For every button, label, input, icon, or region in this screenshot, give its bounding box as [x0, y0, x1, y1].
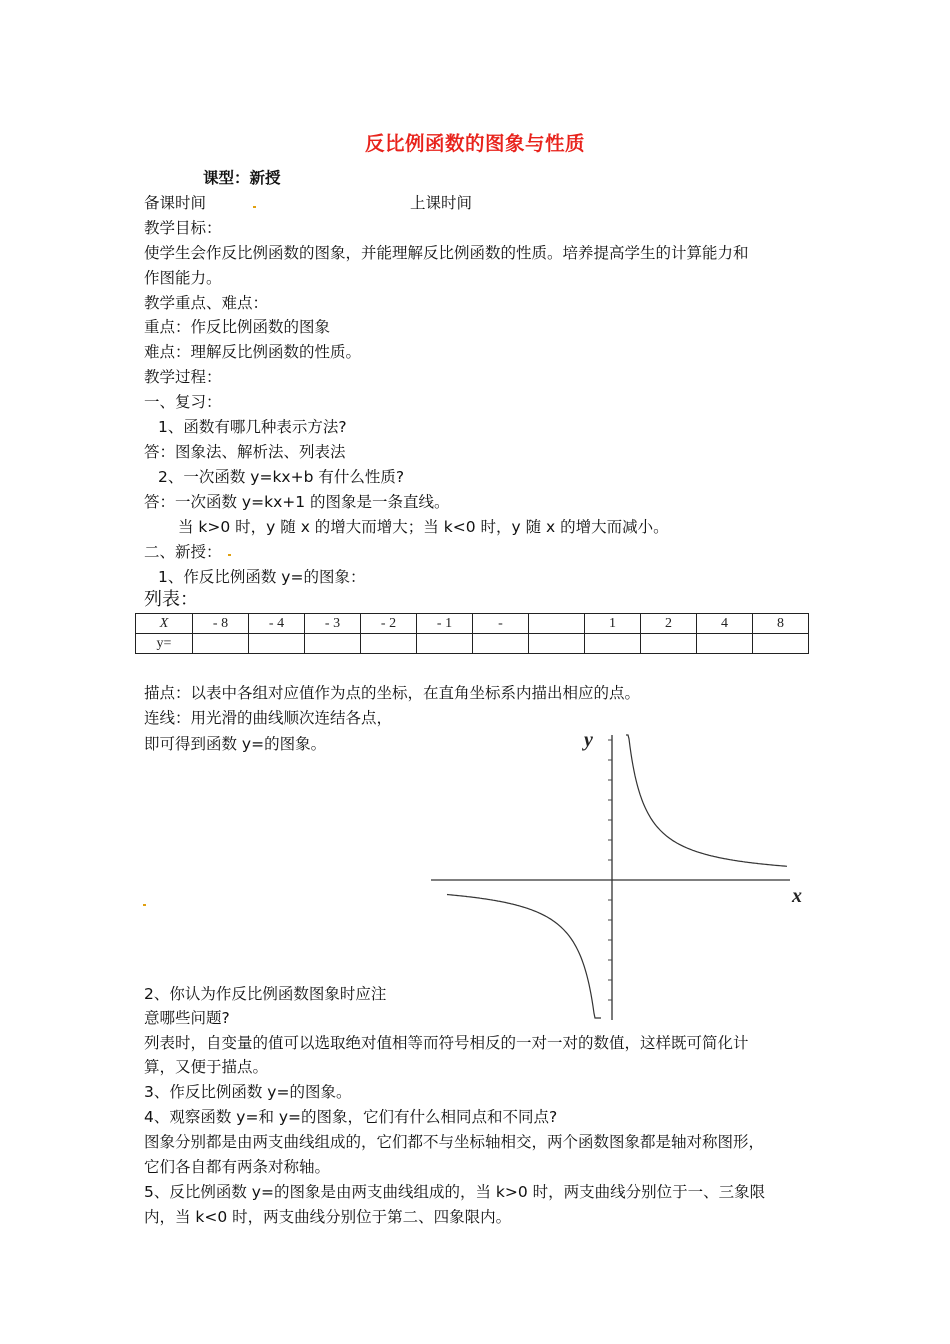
scan-mark	[143, 904, 146, 906]
table-cell: - 4	[249, 614, 305, 634]
task-3: 3、作反比例函数 y=的图象。	[144, 1083, 352, 1101]
answer-attention-1: 列表时，自变量的值可以选取绝对值相等而符号相反的一对一对的数值，这样既可简化计	[144, 1034, 749, 1052]
curve-third-quadrant	[447, 895, 601, 1019]
course-type: 课型：新授	[203, 169, 281, 187]
question-1: 1、函数有哪几种表示方法?	[158, 418, 347, 436]
page-title: 反比例函数的图象与性质	[364, 132, 585, 155]
answer-4-line-1: 图象分别都是由两支曲线组成的，它们都不与坐标轴相交，两个函数图象都是轴对称图形，	[144, 1133, 765, 1151]
table-cell: -	[473, 614, 529, 634]
question-2: 2、一次函数 y=kx+b 有什么性质?	[158, 468, 405, 486]
answer-2: 答：一次函数 y=kx+1 的图象是一条直线。	[144, 493, 450, 511]
table-label: 列表：	[144, 589, 198, 610]
table-cell: - 1	[417, 614, 473, 634]
scan-mark	[253, 206, 256, 208]
table-cell: X	[136, 614, 193, 634]
connect-text: 连线：用光滑的曲线顺次连结各点，	[144, 709, 393, 727]
review-heading: 一、复习：	[144, 393, 222, 411]
task-1: 1、作反比例函数 y=的图象：	[158, 568, 366, 586]
difficulty: 难点：理解反比例函数的性质。	[144, 343, 362, 361]
task-5-line-2: 内，当 k<0 时，两支曲线分别位于第二、四象限内。	[144, 1208, 512, 1226]
curve-first-quadrant	[626, 735, 787, 866]
objective-line-1: 使学生会作反比例函数的图象，并能理解反比例函数的性质。培养提高学生的计算能力和	[144, 244, 749, 262]
scan-mark	[228, 554, 231, 556]
axes	[431, 735, 790, 1020]
answer-1: 答：图象法、解析法、列表法	[144, 443, 346, 461]
task-5-line-1: 5、反比例函数 y=的图象是由两支曲线组成的，当 k>0 时，两支曲线分别位于一、三象限	[144, 1183, 766, 1201]
objective-line-2: 作图能力。	[144, 269, 222, 287]
table-cell: - 8	[193, 614, 249, 634]
table-cell: 1	[585, 614, 641, 634]
result-text: 即可得到函数 y=的图象。	[144, 735, 327, 753]
process-heading: 教学过程：	[144, 368, 222, 386]
table-cell: 4	[697, 614, 753, 634]
answer-attention-2: 算，又便于描点。	[144, 1058, 269, 1076]
answer-4-line-2: 它们各自都有两条对称轴。	[144, 1158, 331, 1176]
table-cell: 8	[753, 614, 809, 634]
objective-heading: 教学目标：	[144, 219, 222, 237]
x-axis-label: x	[792, 885, 802, 907]
plot-points-text: 描点：以表中各组对应值作为点的坐标，在直角坐标系内描出相应的点。	[144, 684, 641, 702]
class-time-label: 上课时间	[410, 194, 473, 212]
y-axis-label: y	[584, 729, 593, 751]
table-cell: y=	[136, 634, 193, 654]
new-lesson-heading: 二、新授：	[144, 543, 222, 561]
keypoints-heading: 教学重点、难点：	[144, 294, 269, 312]
table-cell: - 2	[361, 614, 417, 634]
answer-2-continued: 当 k>0 时，y 随 x 的增大而增大；当 k<0 时，y 随 x 的增大而减小。	[178, 518, 669, 536]
keypoint: 重点：作反比例函数的图象	[144, 318, 331, 336]
task-4: 4、观察函数 y=和 y=的图象，它们有什么相同点和不同点?	[144, 1108, 558, 1126]
question-attention-1: 2、你认为作反比例函数图象时应注	[144, 985, 387, 1003]
question-attention-2: 意哪些问题?	[144, 1009, 230, 1027]
prep-time-label: 备课时间	[144, 194, 207, 212]
table-cell: - 3	[305, 614, 361, 634]
table-cell: 2	[641, 614, 697, 634]
